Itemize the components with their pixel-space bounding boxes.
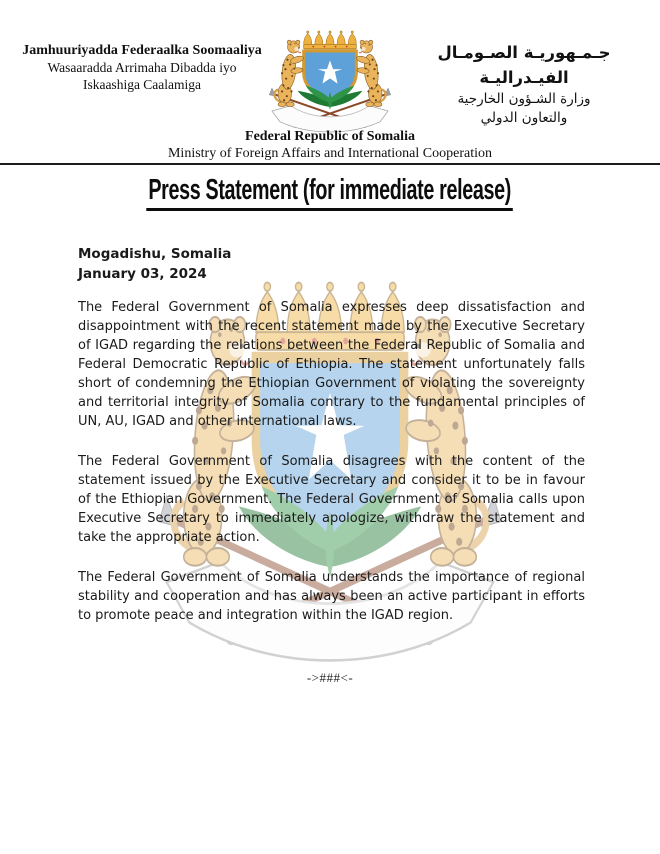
document-title: Press Statement (for immediate release) [147,174,514,211]
dateline-date: January 03, 2024 [78,266,207,282]
arabic-line-1: جـمـهوريـة الصـومـال الفيـدراليـة [437,43,611,87]
arabic-line-2: وزارة الشـؤون الخارجية [457,91,591,107]
header-english-org: Federal Republic of Somalia [245,129,415,144]
header-arabic-block [396,40,652,128]
arabic-line-3: والتعاون الدولي [480,110,568,126]
paragraph-2: The Federal Government of Somalia disagrees with the content of the statement issued by the Executive Secretary and consider it to be in favour of the Ethiopian Government. The Federal Government of Somalia calls upon Executive Secretary to immediately apologize, withdraw the statement and take the appropriate action. [78,454,585,545]
somali-line-2: Wasaaradda Arrimaha Dibadda iyo [47,60,237,75]
header-divider-rule [0,163,660,165]
paragraph-3: The Federal Government of Somalia understands the importance of regional stability and cooperation and has always been an active participant in efforts to promote peace and integration within the IGAD region. [78,570,585,623]
paragraph-1: The Federal Government of Somalia expresses deep dissatisfaction and disappointment with the recent statement made by the Executive Secretary of IGAD regarding the relations between the Federal Republic of Somalia and Federal Democratic Republic of Ethiopia. The statement unfortunately falls short of condemning the Ethiopian Government of violating the sovereignty and territorial integrity of Somalia contrary to the fundamental principles of UN, AU, IGAD and other international laws. [78,300,585,429]
dateline-city: Mogadishu, Somalia [78,246,232,262]
statement-body [78,244,585,625]
somali-line-3: Iskaashiga Caalamiga [82,77,202,92]
document-title-wrap [0,174,660,211]
closing-mark: ->###<- [306,670,354,685]
header-somali-block [18,42,266,93]
somali-line-1: Jamhuuriyadda Federaalka Soomaaliya [22,43,262,58]
somalia-coat-of-arms-icon [262,26,398,134]
header-english-ministry: Ministry of Foreign Affairs and International Cooperation [167,146,492,161]
